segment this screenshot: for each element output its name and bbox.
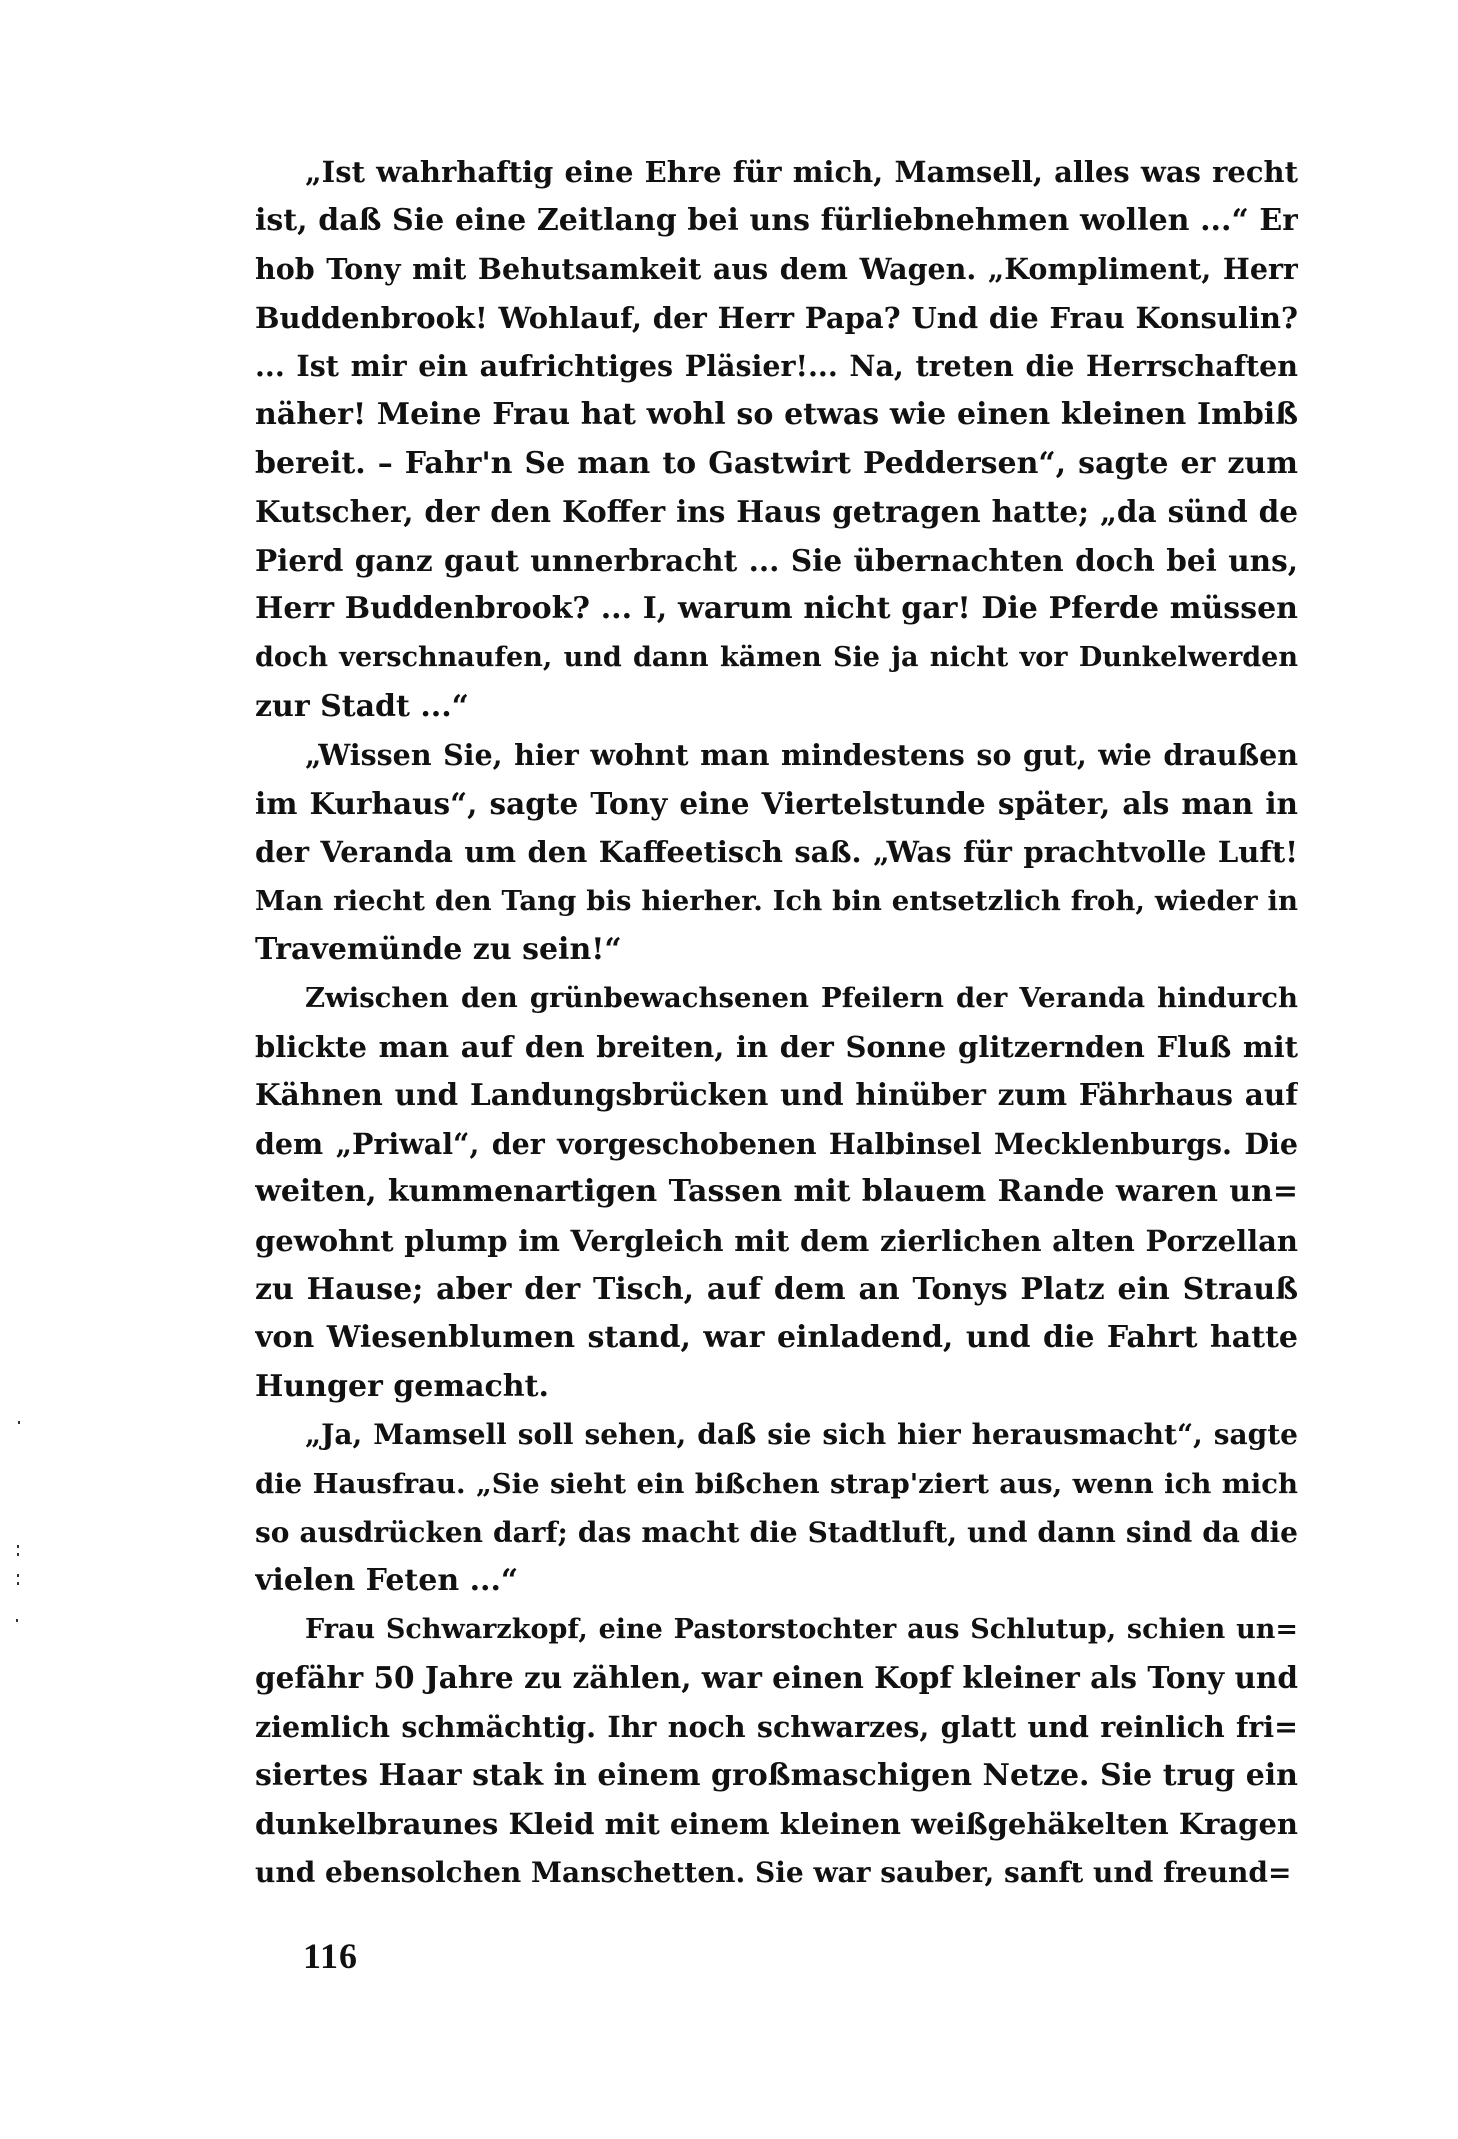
- text-line: näher! Meine Frau hat wohl so etwas wie einen kleinen Imbiß: [255, 396, 1298, 432]
- text-line: „Ja, Mamsell soll sehen, daß sie sich hier herausmacht“, sagte: [305, 1418, 1298, 1452]
- text-line: und ebensolchen Manschetten. Sie war sauber, sanft und freund=: [255, 1855, 1292, 1889]
- text-line: „Ist wahrhaftig eine Ehre für mich, Mamsell, alles was recht: [305, 155, 1298, 189]
- text-line: „Wissen Sie, hier wohnt man mindestens so gut, wie draußen: [305, 738, 1298, 773]
- text-line: so ausdrücken darf; das macht die Stadtluft, und dann sind da die: [255, 1515, 1298, 1549]
- page-number: 116: [303, 1936, 359, 1976]
- text-line: gefähr 50 Jahre zu zählen, war einen Kopf kleiner als Tony und: [255, 1660, 1298, 1696]
- text-line: Hunger gemacht.: [255, 1368, 549, 1404]
- scan-speck: [17, 1553, 19, 1556]
- text-line: gewohnt plump im Vergleich mit dem zierlichen alten Porzellan: [255, 1224, 1298, 1259]
- scan-speck: [17, 1545, 19, 1548]
- text-line: Herr Buddenbrook? ... I, warum nicht gar! Die Pferde müssen: [255, 591, 1298, 627]
- scan-speck: [17, 1582, 19, 1585]
- text-line: Frau Schwarzkopf, eine Pastorstochter aus Schlutup, schien un=: [305, 1613, 1298, 1645]
- text-line: weiten, kummenartigen Tassen mit blauem Rande waren un=: [255, 1174, 1298, 1210]
- scan-speck: [17, 1574, 19, 1577]
- text-line: siertes Haar stak in einem großmaschigen Netze. Sie trug ein: [255, 1757, 1298, 1793]
- scan-speck: [16, 1619, 18, 1622]
- text-line: bereit. – Fahr'n Se man to Gastwirt Peddersen“, sagte er zum: [255, 445, 1298, 481]
- text-line: der Veranda um den Kaffeetisch saß. „Was für prachtvolle Luft!: [255, 835, 1298, 870]
- text-line: Pierd ganz gaut unnerbracht ... Sie übernachten doch bei uns,: [255, 542, 1298, 578]
- paragraph: [255, 1606, 1298, 1898]
- text-line: ziemlich schmächtig. Ihr noch schwarzes, glatt und reinlich fri=: [255, 1710, 1298, 1744]
- text-line: dem „Priwal“, der vorgeschobenen Halbinsel Mecklenburgs. Die: [255, 1126, 1298, 1161]
- paragraph: [255, 974, 1298, 1411]
- text-line: Travemünde zu sein!“: [255, 931, 622, 967]
- text-line: von Wiesenblumen stand, war einladend, und die Fahrt hatte: [255, 1320, 1298, 1356]
- text-line: doch verschnaufen, und dann kämen Sie ja nicht vor Dunkelwerden: [255, 641, 1298, 673]
- text-line: im Kurhaus“, sagte Tony eine Viertelstunde später, als man in: [255, 785, 1298, 821]
- scan-speck: [18, 1421, 20, 1424]
- text-line: Kähnen und Landungsbrücken und hinüber zum Fährhaus auf: [255, 1077, 1298, 1113]
- text-line: dunkelbraunes Kleid mit einem kleinen weißgehäkelten Kragen: [255, 1807, 1298, 1842]
- text-line: hob Tony mit Behutsamkeit aus dem Wagen. „Kompliment, Herr: [255, 252, 1298, 287]
- paragraph: [255, 1411, 1298, 1605]
- text-line: ist, daß Sie eine Zeitlang bei uns fürliebnehmen wollen ...“ Er: [255, 202, 1298, 238]
- text-line: zu Hause; aber der Tisch, auf dem an Tonys Platz ein Strauß: [255, 1271, 1298, 1307]
- text-line: blickte man auf den breiten, in der Sonne glitzernden Fluß mit: [255, 1029, 1298, 1064]
- text-line: Kutscher, der den Koffer ins Haus getragen hatte; „da sünd de: [255, 494, 1298, 530]
- text-line: die Hausfrau. „Sie sieht ein bißchen strap'ziert aus, wenn ich mich: [255, 1468, 1298, 1501]
- text-line: zur Stadt ...“: [255, 688, 469, 724]
- body-text: [255, 148, 1298, 1897]
- paragraph: [255, 148, 1298, 731]
- text-line: Zwischen den grünbewachsenen Pfeilern der Veranda hindurch: [305, 982, 1298, 1015]
- paragraph: [255, 731, 1298, 974]
- text-line: Buddenbrook! Wohlauf, der Herr Papa? Und die Frau Konsulin?: [255, 300, 1298, 335]
- text-line: Man riecht den Tang bis hierher. Ich bin entsetzlich froh, wieder in: [255, 884, 1298, 917]
- text-line: vielen Feten ...“: [255, 1563, 519, 1599]
- text-line: ... Ist mir ein aufrichtiges Pläsier!... Na, treten die Herrschaften: [255, 349, 1298, 384]
